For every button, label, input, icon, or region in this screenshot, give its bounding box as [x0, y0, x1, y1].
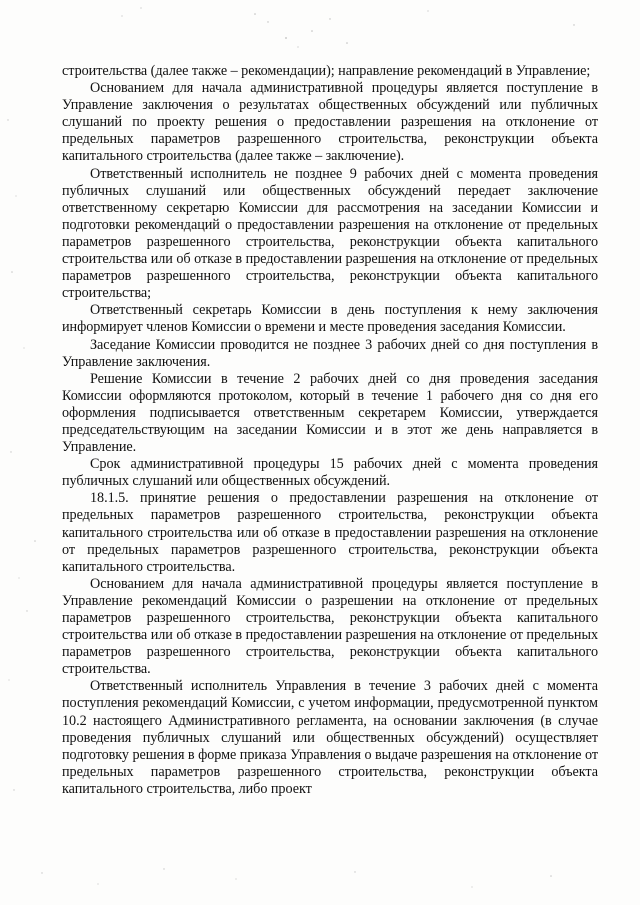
paragraph-2: Основанием для начала административной процедуры является поступление в Управление заключения о результатах общественных обсуждений или публичных слушаний по проекту решения о предоставлении разрешения на отклонение от предельных параметров разрешенного строительства, реконструкции объекта капитального строительства (далее также – заключение). [62, 80, 598, 165]
paragraph-6: Решение Комиссии в течение 2 рабочих дней со дня проведения заседания Комиссии оформляются протоколом, который в течение 1 рабочего дня со дня его оформления подписывается ответственным секретарем Комиссии, утверждается председательствующим на заседании Комиссии и в этот же день направляется в Управление. [62, 370, 598, 456]
scan-noise-bottom [0, 855, 640, 905]
paragraph-1: строительства (далее также – рекомендации); направление рекомендаций в Управление; [62, 63, 591, 79]
paragraph-9: Основанием для начала административной процедуры является поступление в Управление рекомендаций Комиссии о разрешении на отклонение от предельных параметров разрешенного строительства, реконструкции объекта капитального строительства или об отказе в предоставлении разрешения на отклонение от предельных параметров разрешенного строительства, реконструкции объекта капитального строительства. [62, 575, 598, 678]
document-text [62, 63, 598, 798]
paragraph-5: Заседание Комиссии проводится не позднее 3 рабочих дней со дня поступления в Управление заключения. [62, 336, 598, 370]
scan-noise-top [0, 0, 640, 60]
paragraph-8: 18.1.5. принятие решения о предоставлении разрешения на отклонение от предельных параметров разрешенного строительства, реконструкции объекта капитального строительства или об отказе в предоставлении разрешения на отклонение от предельных параметров разрешенного строительства, реконструкции объекта капитального строительства. [62, 490, 598, 575]
paragraph-3: Ответственный исполнитель не позднее 9 рабочих дней с момента проведения публичных слушаний или общественных обсуждений передает заключение ответственному секретарю Комиссии для рассмотрения на заседании Комиссии и подготовки рекомендаций о предоставлении разрешения на отклонение от предельных параметров разрешенного строительства, реконструкции объекта капитального строительства или об отказе в предоставлении разрешения на отклонение от предельных параметров разрешенного строительства, реконструкции объекта капитального строительства; [62, 165, 598, 302]
paragraph-7: Срок административной процедуры 15 рабочих дней с момента проведения публичных слушаний или общественных обсуждений. [62, 456, 598, 490]
scan-noise-left [0, 0, 50, 905]
paragraph-10: Ответственный исполнитель Управления в течение 3 рабочих дней с момента поступления рекомендаций Комиссии, с учетом информации, предусмотренной пунктом 10.2 настоящего Административного регламента, на основании заключения (в случае проведения публичных слушаний или общественных обсуждений) осуществляет подготовку решения в форме приказа Управления о выдаче разрешения на отклонение от предельных параметров разрешенного строительства, реконструкции объекта капитального строительства, либо проект [62, 678, 598, 797]
paragraph-4: Ответственный секретарь Комиссии в день поступления к нему заключения информирует членов Комиссии о времени и месте проведения заседания Комиссии. [62, 302, 598, 336]
